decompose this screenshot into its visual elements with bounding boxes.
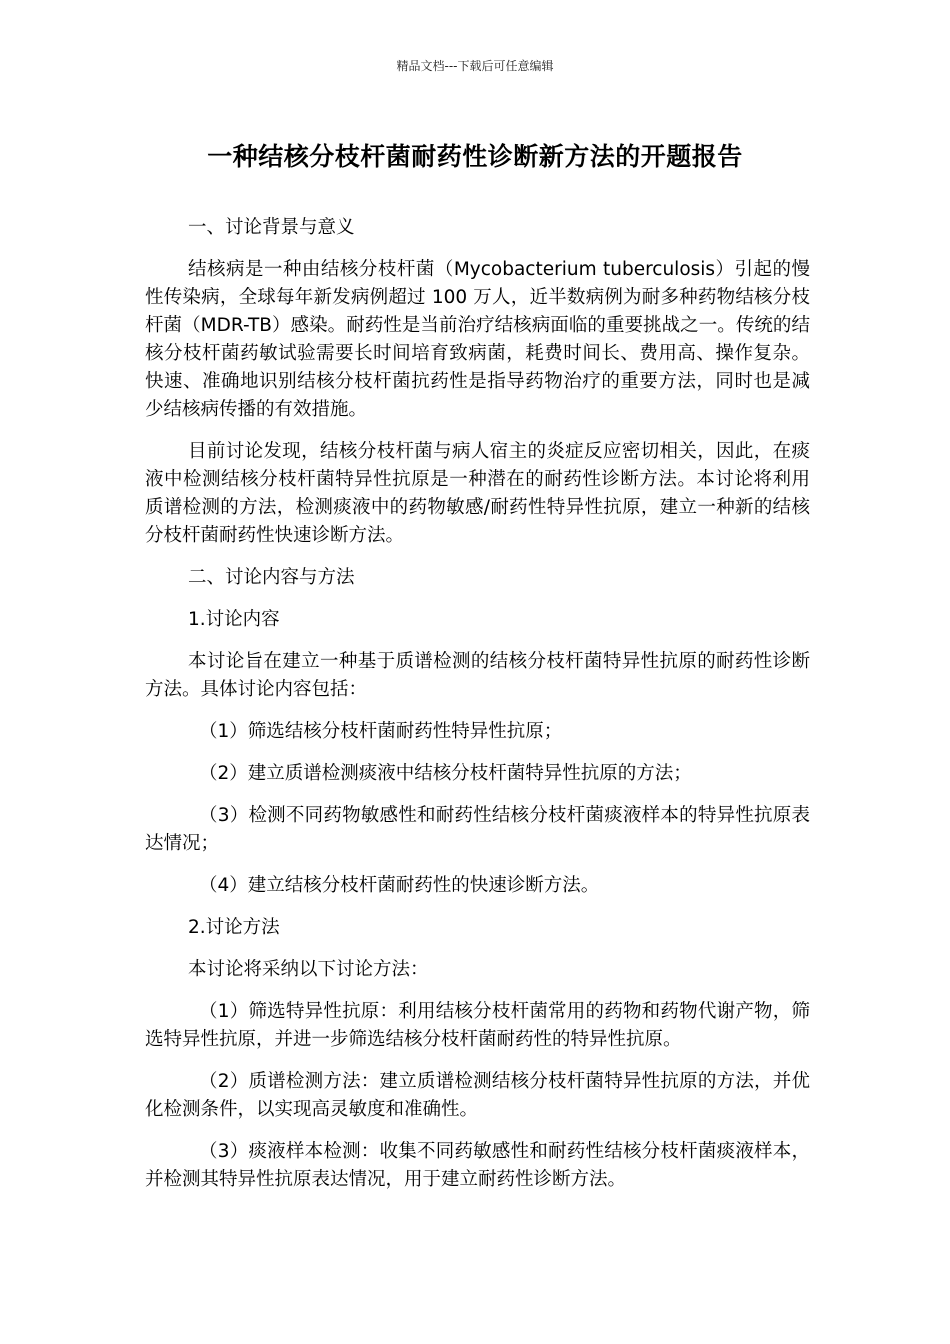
list-item: （1）筛选结核分枝杆菌耐药性特异性抗原； xyxy=(199,721,563,742)
page-header: 精品文档---下载后可任意编辑 xyxy=(396,59,554,73)
section-heading-background: 一、讨论背景与意义 xyxy=(188,217,355,238)
section-heading-content-methods: 二、讨论内容与方法 xyxy=(188,567,355,588)
list-item: （2）质谱检测方法：建立质谱检测结核分枝杆菌特异性抗原的方法，并优化检测条件，以实现高灵敏度和准确性。 xyxy=(145,1071,810,1120)
list-item: （3）痰液样本检测：收集不同药敏感性和耐药性结核分枝杆菌痰液样本，并检测其特异性抗原表达情况，用于建立耐药性诊断方法。 xyxy=(145,1141,810,1190)
list-item: （1）筛选特异性抗原：利用结核分枝杆菌常用的药物和药物代谢产物，筛选特异性抗原，并进一步筛选结核分枝杆菌耐药性的特异性抗原。 xyxy=(145,1001,810,1050)
subsection-heading-content: 1.讨论内容 xyxy=(188,609,280,630)
subsection-heading-methods: 2.讨论方法 xyxy=(188,917,280,938)
paragraph-methods-intro: 本讨论将采纳以下讨论方法： xyxy=(188,959,429,980)
paragraph-content-intro: 本讨论旨在建立一种基于质谱检测的结核分枝杆菌特异性抗原的耐药性诊断方法。具体讨论内容包括： xyxy=(145,651,810,700)
document-title: 一种结核分枝杆菌耐药性诊断新方法的开题报告 xyxy=(207,142,743,171)
paragraph-background-1: 结核病是一种由结核分枝杆菌（Mycobacterium tuberculosis）引起的慢性传染病，全球每年新发病例超过 100 万人，近半数病例为耐多种药物结核分枝杆菌（MDR-TB）感染。耐药性是当前治疗结核病面临的重要挑战之一。传统的结核分枝杆菌药敏试验需要长时间培育致病菌，耗费时间长、费用高、操作复杂。快速、准确地识别结核分枝杆菌抗药性是指导药物治疗的重要方法，同时也是减少结核病传播的有效措施。 xyxy=(145,259,810,420)
document-body xyxy=(145,214,810,1208)
list-item: （2）建立质谱检测痰液中结核分枝杆菌特异性抗原的方法； xyxy=(199,763,692,784)
paragraph-background-2: 目前讨论发现，结核分枝杆菌与病人宿主的炎症反应密切相关，因此，在痰液中检测结核分枝杆菌特异性抗原是一种潜在的耐药性诊断方法。本讨论将利用质谱检测的方法，检测痰液中的药物敏感/耐药性特异性抗原，建立一种新的结核分枝杆菌耐药性快速诊断方法。 xyxy=(145,441,810,546)
list-item: （4）建立结核分枝杆菌耐药性的快速诊断方法。 xyxy=(199,875,600,896)
list-item: （3）检测不同药物敏感性和耐药性结核分枝杆菌痰液样本的特异性抗原表达情况； xyxy=(145,805,810,854)
